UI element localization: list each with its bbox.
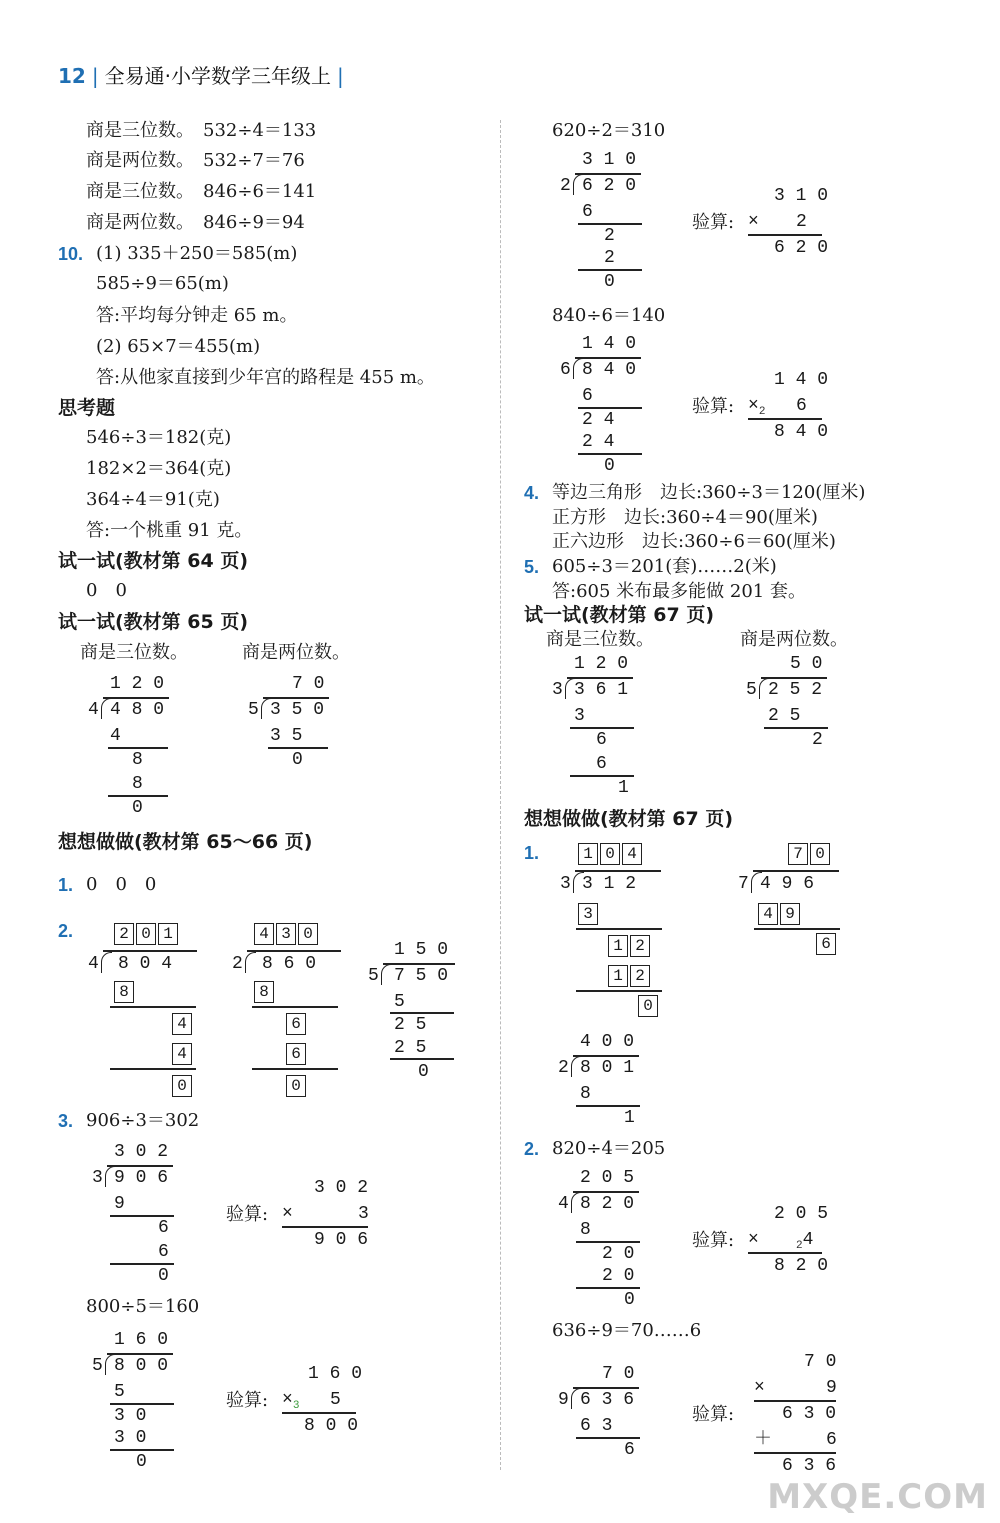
text-line: 答:从他家直接到少年宫的路程是 455 m。 (96, 367, 435, 388)
long-division: 4 0 0 2 8 0 1 8 1 (558, 1030, 648, 1140)
boxed-division: 7 0 7 4 9 6 4 9 6 (738, 842, 848, 962)
text-line: 636÷9＝70……6 (552, 1320, 702, 1341)
boxed-division: 1 0 4 3 3 1 2 3 1 2 1 2 0 (560, 842, 670, 1022)
long-division: 1 4 0 6 8 4 0 6 2 4 2 4 0 (560, 332, 650, 482)
text-line: 商是两位数。 (242, 642, 350, 663)
text-line: 620÷2＝310 (552, 120, 666, 141)
text-line: 商是三位数。 (546, 629, 654, 650)
question-number: 1. (524, 843, 540, 863)
text-line: 182×2＝364(克) (86, 458, 232, 479)
boxed-division: 4 3 0 2 8 6 0 8 6 6 0 (232, 922, 344, 1102)
question-number: 4. (524, 483, 540, 503)
text-line: 答:平均每分钟走 65 m。 (96, 305, 298, 326)
check-label: 验算: (226, 1204, 269, 1225)
vertical-multiplication: 3 0 2 × 3 9 0 6 (282, 1178, 369, 1250)
long-division: 1 2 0 4 4 8 0 4 8 8 0 (88, 672, 178, 822)
long-division: 3 1 0 2 6 2 0 6 2 2 0 (560, 148, 650, 298)
question-number: 1. (58, 875, 74, 895)
vertical-multiplication: 3 1 0 × 2 6 2 0 (748, 186, 829, 258)
check-label: 验算: (692, 1404, 735, 1425)
answer-value: 0 0 (86, 580, 127, 601)
text-line: 840÷6＝140 (552, 305, 666, 326)
check-label: 验算: (692, 396, 735, 417)
text-line: 正方形 边长:360÷4＝90(厘米) (552, 507, 818, 528)
text-line: (2) 65×7＝455(m) (96, 336, 261, 357)
book-title: 全易通·小学数学三年级上 (104, 64, 331, 88)
vertical-multiplication: 7 0 × 9 6 3 0 ＋ 6 6 3 6 (754, 1352, 837, 1476)
text-line: 商是两位数。 (740, 629, 848, 650)
question-number: 3. (58, 1111, 74, 1131)
long-division: 2 0 5 4 8 2 0 8 2 0 2 0 0 (558, 1166, 648, 1316)
question-number: 2. (58, 921, 74, 941)
long-division: 3 0 2 3 9 0 6 9 6 6 0 (92, 1140, 182, 1290)
long-division: 5 0 5 2 5 2 2 5 2 (746, 652, 836, 762)
long-division: 7 0 9 6 3 6 6 3 6 (558, 1362, 648, 1472)
text-line: 正六边形 边长:360÷6＝60(厘米) (552, 531, 836, 552)
text-line: 商是两位数。 846÷9＝94 (86, 212, 305, 233)
text-line: 商是两位数。 532÷7＝76 (86, 150, 305, 171)
check-label: 验算: (226, 1390, 269, 1411)
section-title: 想想做做(教材第 67 页) (524, 808, 734, 830)
text-line: 商是三位数。 532÷4＝133 (86, 120, 317, 141)
section-title: 想想做做(教材第 65～66 页) (58, 831, 313, 853)
check-label: 验算: (692, 1230, 735, 1251)
text-line: 605÷3＝201(套)……2(米) (552, 556, 777, 577)
question-number: 10. (58, 244, 84, 264)
page-header: 12 | 全易通·小学数学三年级上 | (58, 64, 344, 88)
long-division: 1 2 0 3 3 6 1 3 6 6 1 (552, 652, 642, 802)
text-line: 等边三角形 边长:360÷3＝120(厘米) (552, 482, 866, 503)
text-line: 商是三位数。 (80, 642, 188, 663)
text-line: 906÷3＝302 (86, 1110, 200, 1131)
column-divider (500, 120, 501, 1470)
boxed-division: 2 0 1 4 8 0 4 8 4 4 0 (88, 922, 200, 1102)
question-number: 5. (524, 557, 540, 577)
text-line: 答:一个桃重 91 克。 (86, 520, 253, 541)
check-label: 验算: (692, 212, 735, 233)
answer-value: 0 0 0 (86, 874, 157, 895)
watermark: MXQE.COM (767, 1477, 988, 1517)
question-number: 2. (524, 1139, 540, 1159)
vertical-multiplication: 1 6 0 $\times_3$ 5 8 0 0 (282, 1364, 363, 1436)
vertical-multiplication: 1 4 0 $\times_2$ 6 8 4 0 (748, 370, 829, 442)
text-line: 546÷3＝182(克) (86, 427, 232, 448)
text-line: 800÷5＝160 (86, 1296, 200, 1317)
text-line: (1) 335＋250＝585(m) (96, 243, 298, 264)
section-title: 试一试(教材第 65 页) (58, 611, 249, 633)
text-line: 585÷9＝65(m) (96, 273, 229, 294)
section-title: 试一试(教材第 67 页) (524, 604, 715, 626)
section-title: 思考题 (58, 397, 116, 419)
section-title: 试一试(教材第 64 页) (58, 550, 249, 572)
vertical-multiplication: 2 0 5 × $_2$4 8 2 0 (748, 1204, 829, 1276)
long-division: 7 0 5 3 5 0 3 5 0 (248, 672, 338, 782)
text-line: 364÷4＝91(克) (86, 489, 220, 510)
text-line: 820÷4＝205 (552, 1138, 666, 1159)
text-line: 答:605 米布最多能做 201 套。 (552, 581, 806, 602)
long-division: 1 6 0 5 8 0 0 5 3 0 3 0 0 (92, 1328, 182, 1478)
page-number: 12 (58, 64, 86, 88)
text-line: 商是三位数。 846÷6＝141 (86, 181, 317, 202)
long-division: 1 5 0 5 7 5 0 5 2 5 2 5 0 (368, 938, 458, 1088)
